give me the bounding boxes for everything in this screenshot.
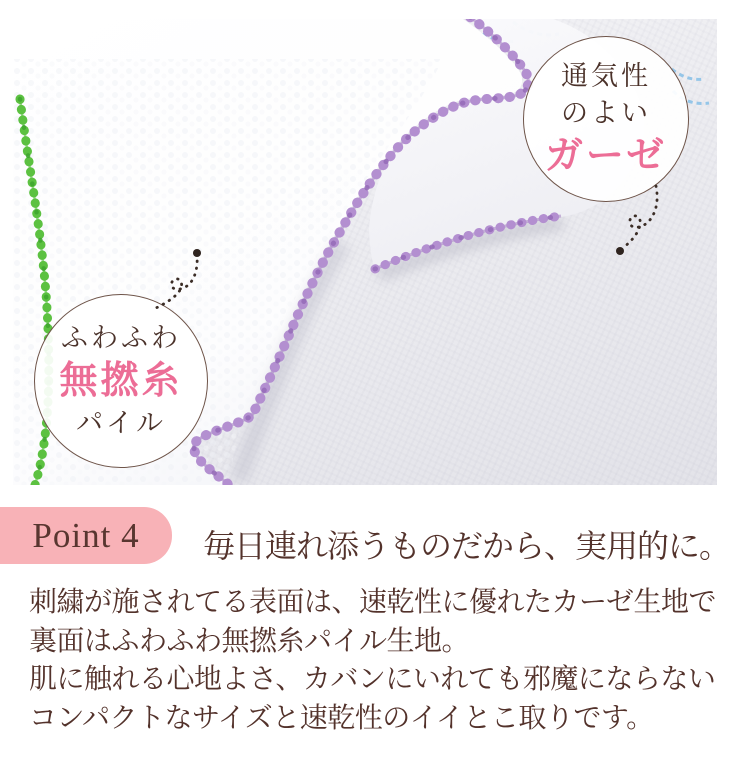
- callout-gauze-line2: のよい: [561, 98, 651, 128]
- body-text: [29, 584, 716, 738]
- callout-badge-pile: [34, 294, 208, 468]
- point-label: [0, 507, 172, 564]
- callout-pile-line1: ふわふわ: [61, 323, 181, 353]
- callout-gauze-line1: 通気性: [561, 61, 651, 91]
- product-photo: [13, 19, 717, 485]
- callout-pile-line3: パイル: [76, 408, 166, 438]
- callout-gauze-line3: ガーゼ: [544, 135, 668, 177]
- body-line: コンパクトなサイズと速乾性のイイとこ取りです。: [29, 702, 654, 734]
- callout-pile-line2: 無撚糸: [59, 360, 183, 402]
- body-line: 肌に触れる心地よさ、カバンにいれても邪魔にならない: [29, 664, 716, 695]
- headline: 毎日連れ添うものだから、実用的に。: [203, 528, 730, 564]
- callout-badge-gauze: [523, 36, 689, 202]
- body-line: 刺繍が施されてる表面は、速乾性に優れたカーゼ生地で: [29, 587, 716, 618]
- point-label-text: Point 4: [32, 515, 140, 555]
- body-line: 裏面はふわふわ無撚糸パイル生地。: [29, 625, 470, 657]
